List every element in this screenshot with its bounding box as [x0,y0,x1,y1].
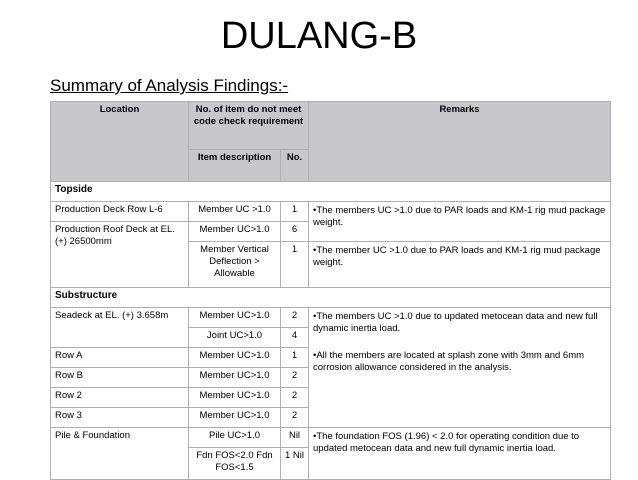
count-cell: 1 Nil [281,448,309,480]
location-cell: Row A [51,348,189,368]
count-cell: 2 [281,368,309,388]
location-cell: Production Roof Deck at EL. (+) 26500mm [51,222,189,288]
item-cell: Member UC>1.0 [189,368,281,388]
location-cell: Seadeck at EL. (+) 3.658m [51,308,189,348]
item-cell: Fdn FOS<2.0 Fdn FOS<1.5 [189,448,281,480]
location-cell: Row 3 [51,408,189,428]
header-items-group: No. of item do not meet code check requirement [189,102,309,150]
item-cell: Member UC >1.0 [189,202,281,222]
item-cell: Member UC>1.0 [189,222,281,242]
location-cell: Pile & Foundation [51,428,189,480]
section-substructure: Substructure [51,288,611,308]
count-cell: 1 [281,202,309,222]
page-title: DULANG-B [220,15,418,57]
remark-bullet: • The members UC >1.0 due to PAR loads and KM-1 rig mud package weight. [313,204,606,229]
item-cell: Pile UC>1.0 [189,428,281,448]
count-cell: 6 [281,222,309,242]
item-cell: Member Vertical Deflection > Allowable [189,242,281,288]
location-cell: Production Deck Row L-6 [51,202,189,222]
count-cell: 1 [281,242,309,288]
item-cell: Member UC>1.0 [189,308,281,328]
header-location: Location [51,102,189,182]
location-cell: Row 2 [51,388,189,408]
count-cell: 2 [281,308,309,328]
header-no: No. [281,150,309,182]
count-cell: 1 [281,348,309,368]
summary-heading: Summary of Analysis Findings:- [50,76,289,95]
item-cell: Member UC>1.0 [189,408,281,428]
findings-table [50,101,611,480]
remarks-cell [309,202,611,242]
section-topside: Topside [51,182,611,202]
table-row [51,308,611,328]
count-cell: 2 [281,388,309,408]
item-cell: Member UC>1.0 [189,388,281,408]
table-row [51,202,611,222]
remark-bullet: • The member UC >1.0 due to PAR loads and KM-1 rig mud package weight. [313,244,606,269]
section-row [51,288,611,308]
header-remarks: Remarks [309,102,611,182]
remarks-cell [309,428,611,480]
table-row [51,428,611,448]
remarks-cell [309,308,611,428]
location-cell: Row B [51,368,189,388]
remark-bullet: • The members UC >1.0 due to updated metocean data and new full dynamic inertia load. [313,310,606,335]
remark-bullet: • The foundation FOS (1.96) < 2.0 for operating condition due to updated metocean data and new full dynamic inertia load. [313,430,606,455]
count-cell: 2 [281,408,309,428]
remarks-cell [309,242,611,288]
count-cell: 4 [281,328,309,348]
item-cell: Member UC>1.0 [189,348,281,368]
count-cell: Nil [281,428,309,448]
item-cell: Joint UC>1.0 [189,328,281,348]
header-row [51,102,611,150]
remark-bullet: • All the members are located at splash zone with 3mm and 6mm corrosion allowance considered in the analysis. [313,349,606,374]
section-row [51,182,611,202]
header-item-description: Item description [189,150,281,182]
